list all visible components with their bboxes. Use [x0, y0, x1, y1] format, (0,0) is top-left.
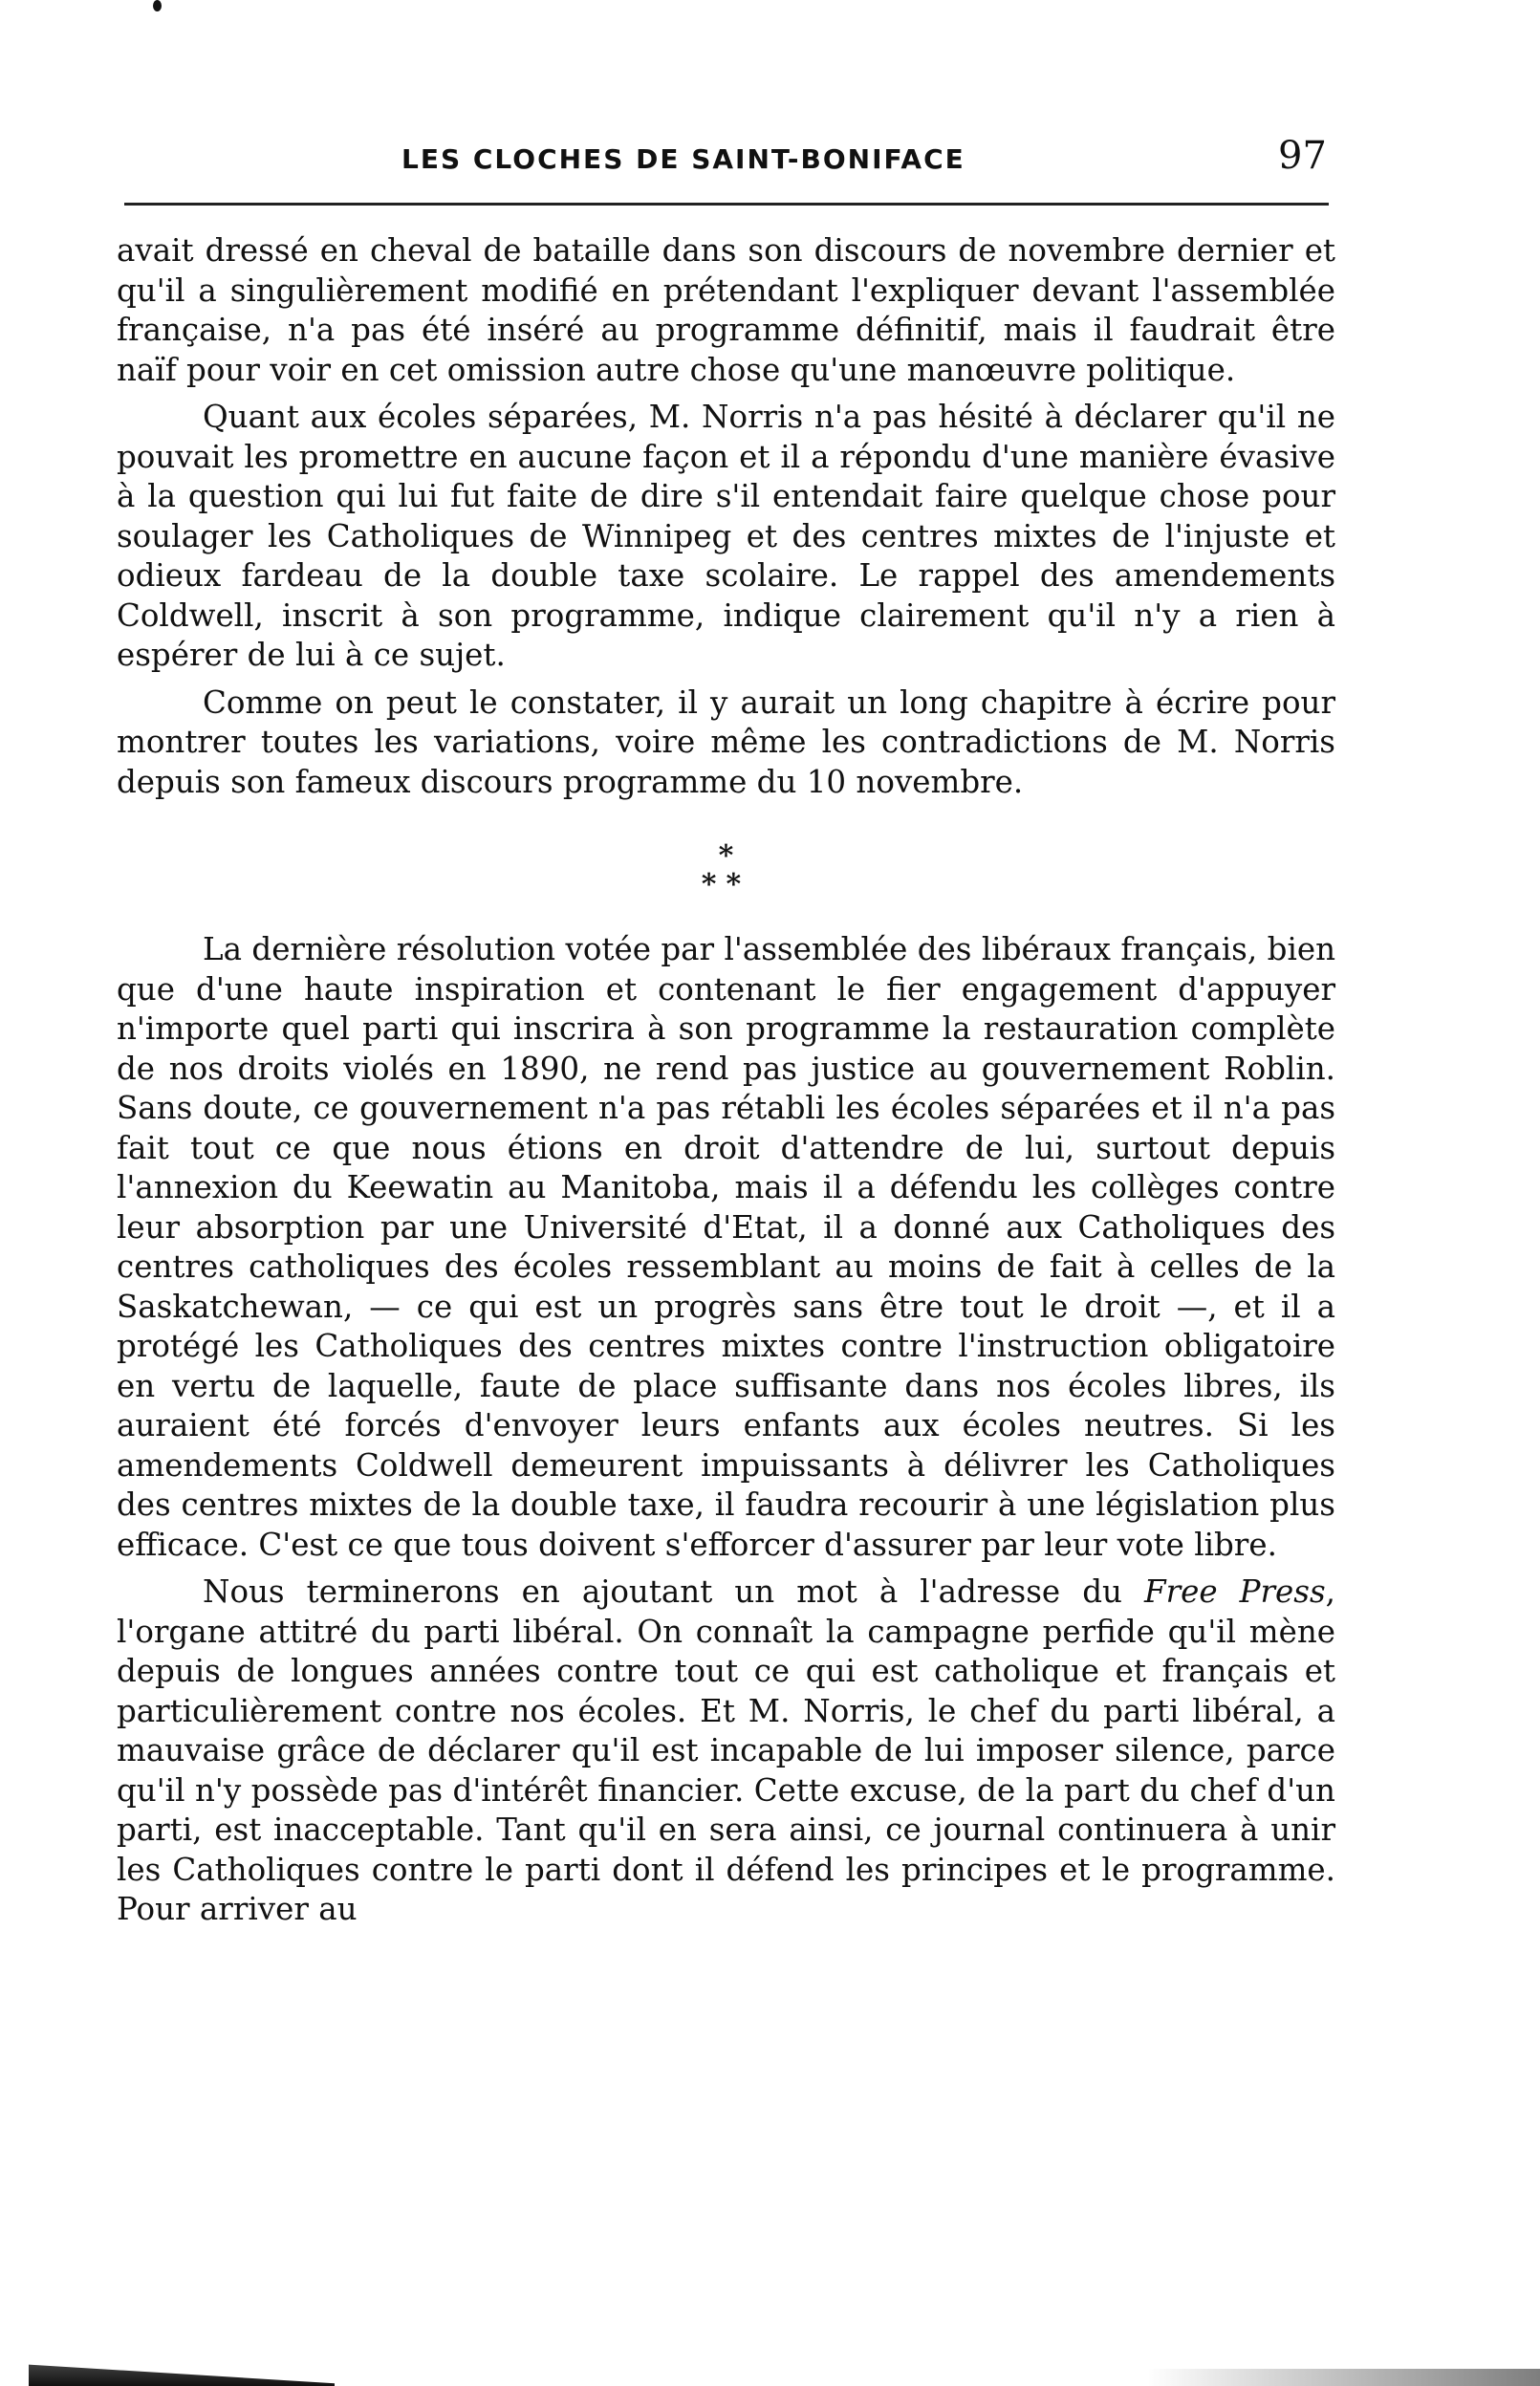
paragraph-5-end: , l'organe attitré du parti libéral. On connaît la campagne perfide qu'il mène depuis de longues années contre tout ce qui est catholique et français et particulièrement contre nos écoles. Et M. Norris, le chef du parti libéral, a mauvaise grâce de déclarer qu'il est incapable de lui imposer silence, parce qu'il n'y possède pas d'intérêt financier. Cette excuse, de la part du chef d'un parti, est inacceptable. Tant qu'il en sera ainsi, ce journal continuera à unir les Catholiques contre le parti dont il défend les principes et le programme. Pour arriver au [117, 1573, 1335, 1927]
newspaper-name: Free Press [1144, 1573, 1326, 1610]
separator-stars-bottom: ** [701, 868, 751, 901]
page-number: 97 [1278, 134, 1327, 178]
paragraph-3: Comme on peut le constater, il y aurait un long chapitre à écrire pour montrer toutes les variations, voire même les contradictions de M. Norris depuis son fameux discours programme du 10 novembre. [117, 683, 1335, 800]
running-title: LES CLOCHES DE SAINT-BONIFACE [401, 143, 965, 175]
body-text [117, 231, 1335, 1930]
paragraph-1: avait dressé en cheval de bataille dans son discours de novembre dernier et qu'il a singulièrement modifié en prétendant l'expliquer devant l'assemblée française, n'a pas été inséré au programme définitif, mais il faudrait être naïf pour voir en cet omission autre chose qu'une manœuvre politique. [117, 232, 1335, 388]
scan-edge-shadow [29, 2332, 335, 2386]
scan-bottom-edge [1147, 2369, 1540, 2386]
scan-speck [153, 0, 162, 11]
paragraph-4: La dernière résolution votée par l'assemblée des libéraux français, bien que d'une haute inspiration et contenant le fier engagement d'appuyer n'importe quel parti qui inscrira à son programme la restauration complète de nos droits violés en 1890, ne rend pas justice au gouvernement Roblin. Sans doute, ce gouvernement n'a pas rétabli les écoles séparées et il n'a pas fait tout ce que nous étions en droit d'attendre de lui, surtout depuis l'annexion du Keewatin au Manitoba, mais il a défendu les collèges contre leur absorption par une Université d'Etat, il a donné aux Catholiques des centres catholiques des écoles ressemblant au moins de fait à celles de la Saskatchewan, — ce qui est un progrès sans être tout le droit —, et il a protégé les Catholiques des centres mixtes contre l'instruction obligatoire en vertu de laquelle, faute de place suffisante dans nos écoles libres, ils auraient été forcés d'envoyer leurs enfants aux écoles neutres. Si les amendements Coldwell demeurent impuissants à délivrer les Catholiques des centres mixtes de la double taxe, il faudra recourir à une législation plus efficace. C'est ce que tous doivent s'efforcer d'assurer par leur vote libre. [117, 931, 1335, 1563]
header-rule [124, 203, 1329, 206]
paragraph-5 [117, 1573, 1335, 1930]
section-separator [117, 839, 1335, 901]
separator-star-top: * [718, 839, 734, 873]
paragraph-2: Quant aux écoles séparées, M. Norris n'a pas hésité à déclarer qu'il ne pouvait les promettre en aucune façon et il a répondu d'une manière évasive à la question qui lui fut faite de dire s'il entendait faire quelque chose pour soulager les Catholiques de Winnipeg et des centres mixtes de l'injuste et odieux fardeau de la double taxe scolaire. Le rappel des amendements Coldwell, inscrit à son programme, indique clairement qu'il n'y a rien à espérer de lui à ce sujet. [117, 399, 1335, 673]
paragraph-5-start: Nous terminerons en ajoutant un mot à l'adresse du [203, 1573, 1145, 1610]
